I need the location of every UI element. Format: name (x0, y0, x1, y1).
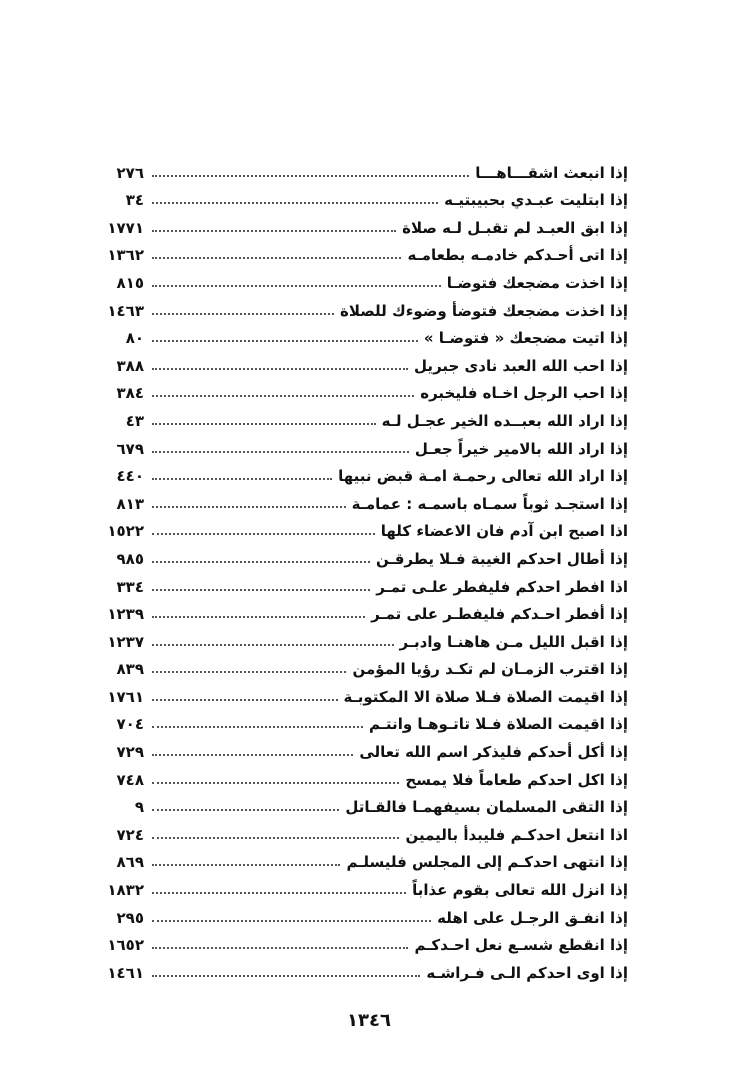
entry-text: إذا احب الله العبد نادى جبريل (414, 356, 628, 375)
index-entry (86, 735, 628, 763)
index-entry (86, 708, 628, 736)
dot-leader (152, 561, 370, 563)
dot-leader (152, 230, 396, 232)
index-entry (86, 680, 628, 708)
dot-leader (152, 616, 365, 618)
entry-text: إذا اقيمت الصلاة فـلا صلاة الا المكتوبـة (343, 687, 628, 706)
entry-text: إذا اقبل الليل مـن هاهنـا وادبـر (399, 632, 628, 651)
entry-number: ٣٤ (125, 191, 144, 210)
entry-number: ١٥٢٢ (107, 522, 144, 541)
index-entry (86, 404, 628, 432)
entry-number: ١٤٦١ (107, 963, 144, 982)
entry-number: ٧٢٩ (116, 743, 144, 762)
entry-text: إذا أكل أحدكم فليذكر اسم الله تعالى (359, 743, 628, 762)
dot-leader (152, 892, 406, 894)
entry-number: ٣٣٤ (116, 577, 144, 596)
dot-leader (152, 947, 408, 949)
index-entry (86, 239, 628, 267)
entry-number: ٤٣ (125, 411, 144, 430)
index-entry (86, 653, 628, 681)
index-entry (86, 322, 628, 350)
index-entry (86, 432, 628, 460)
dot-leader (152, 671, 346, 673)
entry-text: إذا اخذت مضجعك فتوضـا (446, 273, 628, 292)
dot-leader (152, 754, 353, 756)
page-number: ١٣٤٦ (347, 1010, 391, 1031)
entry-number: ٢٧٦ (116, 163, 144, 182)
entry-text: إذا انتهى احدكـم إلى المجلس فليسلـم (346, 853, 628, 872)
entry-number: ٨١٣ (116, 494, 144, 513)
dot-leader (152, 864, 340, 866)
index-entry (86, 211, 628, 239)
entry-text: إذا اخذت مضجعك فتوضأ وضوءك للصلاة (340, 301, 628, 320)
dot-leader (152, 313, 334, 315)
index-entry (86, 818, 628, 846)
entry-text: إذا ابتليت عبـدي بحبيبتيـه (444, 191, 628, 210)
index-entry (86, 901, 628, 929)
entry-number: ٦٧٩ (116, 439, 144, 458)
index-entry (86, 294, 628, 322)
dot-leader (152, 451, 409, 453)
index-entry (86, 156, 628, 184)
index-entry (86, 598, 628, 626)
index-entry (86, 515, 628, 543)
index-entry (86, 570, 628, 598)
entry-number: ١٢٣٧ (107, 632, 144, 651)
entry-number: ٨٠ (125, 329, 144, 348)
entry-number: ١٣٦٢ (107, 246, 144, 265)
entry-text: إذا اوى احدكم الـى فـراشـه (426, 963, 628, 982)
dot-leader (152, 285, 441, 287)
entry-text: إذا أفطر احـدكم فليفطـر على تمـر (371, 605, 628, 624)
entry-number: ٩ (134, 798, 144, 817)
index-entry (86, 763, 628, 791)
dot-leader (152, 533, 375, 535)
entry-number: ١٤٦٣ (107, 301, 144, 320)
entry-text: إذا احب الرجل اخـاه فليخبره (420, 384, 628, 403)
entry-number: ١٧٧١ (107, 218, 144, 237)
entry-text: اذا اصبح ابن آدم فان الاعضاء كلها (380, 522, 628, 541)
dot-leader (152, 644, 394, 646)
dot-leader (152, 699, 338, 701)
entry-number: ٧٢٤ (116, 825, 144, 844)
entry-text: اذا انتعل احدكـم فليبدأ باليمين (405, 825, 628, 844)
entry-number: ٨١٥ (116, 273, 144, 292)
entry-text: إذا اراد الله تعالى رحمـة امـة قبض نبيها (338, 467, 628, 486)
index-entry (86, 929, 628, 957)
index-entry (86, 873, 628, 901)
entry-text: اذا افطر احدكم فليفطر علـى تمـر (376, 577, 628, 596)
dot-leader (152, 589, 370, 591)
entry-text: إذا انقطع شسـع نعل احـدكـم (414, 936, 628, 955)
entry-text: إذا انزل الله تعالى بقوم عذاباً (412, 881, 628, 900)
dot-leader (152, 920, 431, 922)
index-entry (86, 791, 628, 819)
dot-leader (152, 837, 399, 839)
hadith-index-list (86, 156, 628, 984)
index-entry (86, 184, 628, 212)
entry-number: ٨٣٩ (116, 660, 144, 679)
entry-text: إذا التقى المسلمان بسيفهمـا فالقـاتل (345, 798, 628, 817)
entry-text: إذا اراد الله بالامير خيراً جعـل (414, 439, 628, 458)
index-entry (86, 542, 628, 570)
entry-number: ١٦٥٢ (107, 936, 144, 955)
entry-text: إذا اراد الله بعبــده الخير عجـل لـه (381, 411, 628, 430)
dot-leader (152, 726, 363, 728)
dot-leader (152, 423, 376, 425)
dot-leader (152, 368, 408, 370)
dot-leader (152, 202, 438, 204)
dot-leader (152, 257, 401, 259)
dot-leader (152, 506, 346, 508)
index-entry (86, 266, 628, 294)
dot-leader (152, 975, 420, 977)
entry-number: ٨٦٩ (116, 853, 144, 872)
index-entry (86, 846, 628, 874)
entry-number: ٧٠٤ (116, 715, 144, 734)
index-entry (86, 956, 628, 984)
entry-text: إذا انفـق الرجـل على اهله (437, 908, 628, 927)
entry-number: ٢٩٥ (116, 908, 144, 927)
entry-number: ١٢٣٩ (107, 605, 144, 624)
entry-text: إذا اقترب الزمـان لم تكـد رؤيا المؤمن (352, 660, 628, 679)
dot-leader (152, 782, 399, 784)
entry-text: إذا انبعث اشقـــاهـــا (475, 163, 628, 182)
entry-text: إذا استجـد ثوباً سمـاه باسمـه : عمامـة (351, 494, 628, 513)
dot-leader (152, 340, 418, 342)
index-entry (86, 625, 628, 653)
index-entry (86, 349, 628, 377)
entry-text: إذا اتى أحـدكم خادمـه بطعامـه (407, 246, 628, 265)
index-entry (86, 460, 628, 488)
entry-number: ٧٤٨ (116, 770, 144, 789)
entry-number: ١٧٦١ (107, 687, 144, 706)
entry-number: ٣٨٤ (116, 384, 144, 403)
index-entry (86, 377, 628, 405)
entry-text: إذا ابق العبـد لم تقبـل لـه صلاة (402, 218, 628, 237)
dot-leader (152, 175, 469, 177)
entry-text: إذا اكل احدكم طعاماً فلا يمسح (405, 770, 628, 789)
dot-leader (152, 809, 339, 811)
entry-number: ٣٨٨ (116, 356, 144, 375)
index-entry (86, 487, 628, 515)
entry-number: ٩٨٥ (116, 549, 144, 568)
entry-text: إذا اتيت مضجعك « فتوضـا » (423, 329, 628, 348)
entry-text: إذا أطال احدكم الغيبة فـلا يطرقـن (375, 549, 628, 568)
entry-number: ١٨٣٢ (107, 881, 144, 900)
dot-leader (152, 395, 414, 397)
dot-leader (152, 478, 332, 480)
entry-text: إذا اقيمت الصلاة فـلا تاتـوهـا وانتـم (369, 715, 628, 734)
entry-number: ٤٤٠ (116, 467, 144, 486)
